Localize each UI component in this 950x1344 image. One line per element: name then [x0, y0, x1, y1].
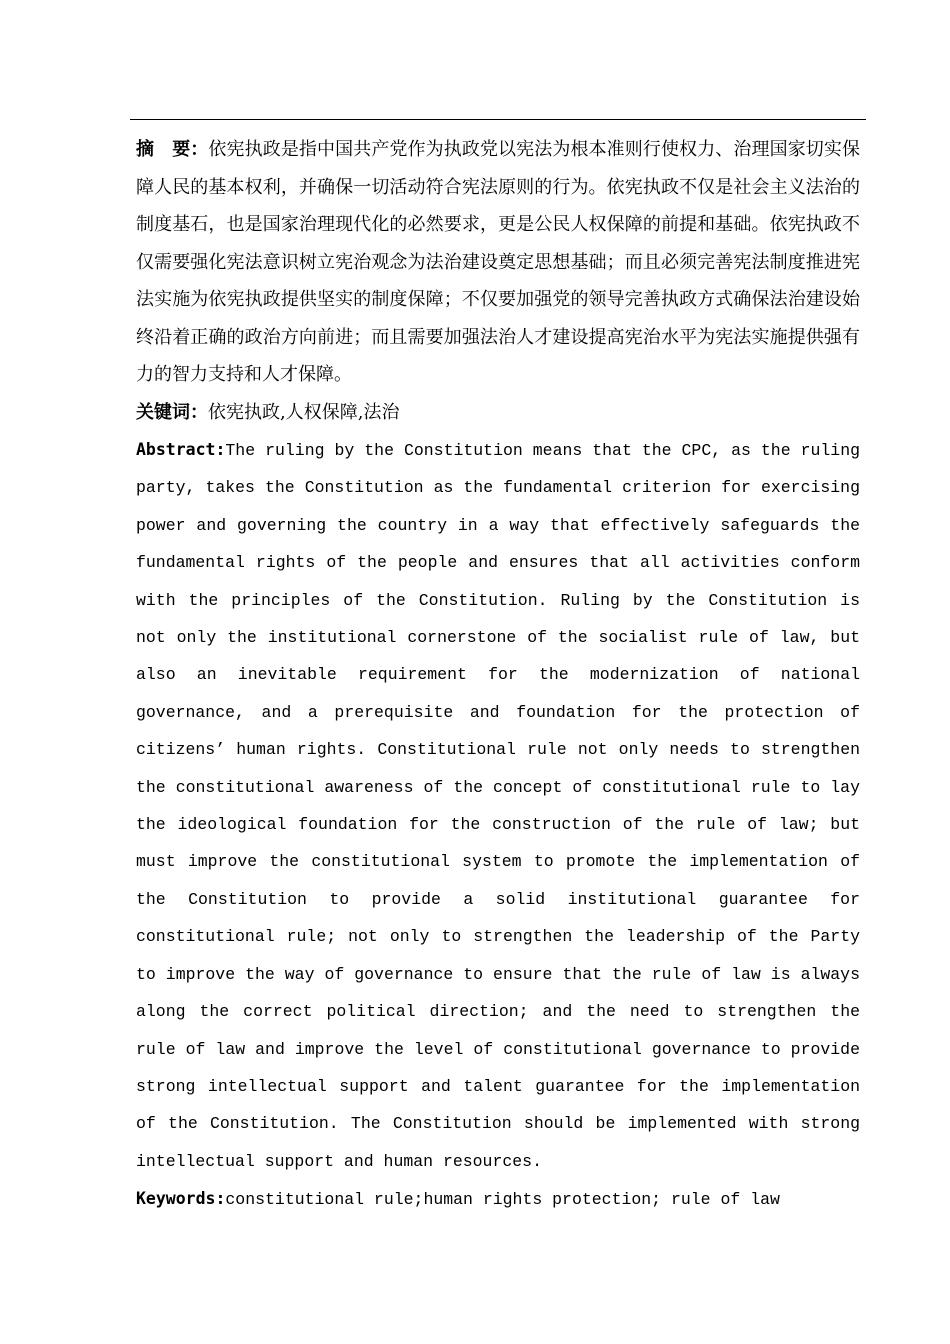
- chinese-keywords-text: 依宪执政,人权保障,法治: [208, 401, 400, 423]
- chinese-abstract-label: 摘 要：: [136, 139, 209, 160]
- english-abstract-text: The ruling by the Constitution means that the CPC, as the ruling party, takes the Constitution as the fundamental criterion for exercising power and governing the country in a way that effectively safeguards the fundamental rights of the people and ensures that all activities conform with the principles of the Constitution. Ruling by the Constitution is not only the institutional cornerstone of the socialist rule of law, but also an inevitable requirement for the modernization of national governance, and a prerequisite and foundation for the protection of citizens’ human rights. Constitutional rule not only needs to strengthen the constitutional awareness of the concept of constitutional rule to lay the ideological foundation for the construction of the rule of law; but must improve the constitutional system to promote the implementation of the Constitution to provide a solid institutional guarantee for constitutional rule; not only to strengthen the leadership of the Party to improve the way of governance to ensure that the rule of law is always along the correct political direction; and the need to strengthen the rule of law and improve the level of constitutional governance to provide strong intellectual support and talent guarantee for the implementation of the Constitution. The Constitution should be implemented with strong intellectual support and human resources.: [136, 441, 860, 1171]
- english-keywords-label: Keywords:: [136, 1189, 226, 1209]
- chinese-abstract: [136, 131, 860, 394]
- english-abstract: [136, 431, 860, 1180]
- english-keywords: [136, 1180, 860, 1218]
- abstract-page: [136, 131, 860, 1219]
- english-keywords-text: constitutional rule;human rights protection; rule of law: [225, 1190, 780, 1210]
- chinese-abstract-text: 依宪执政是指中国共产党作为执政党以宪法为根本准则行使权力、治理国家切实保障人民的基本权利，并确保一切活动符合宪法原则的行为。依宪执政不仅是社会主义法治的制度基石，也是国家治理现代化的必然要求，更是公民人权保障的前提和基础。依宪执政不仅需要强化宪法意识树立宪治观念为法治建设奠定思想基础；而且必须完善宪法制度推进宪法实施为依宪执政提供坚实的制度保障；不仅要加强党的领导完善执政方式确保法治建设始终沿着正确的政治方向前进；而且需要加强法治人才建设提高宪治水平为宪法实施提供强有力的智力支持和人才保障。: [136, 139, 861, 385]
- english-abstract-label: Abstract:: [136, 440, 226, 459]
- chinese-keywords: [136, 394, 860, 432]
- chinese-keywords-label: 关键词：: [136, 401, 208, 423]
- header-rule: [130, 119, 866, 120]
